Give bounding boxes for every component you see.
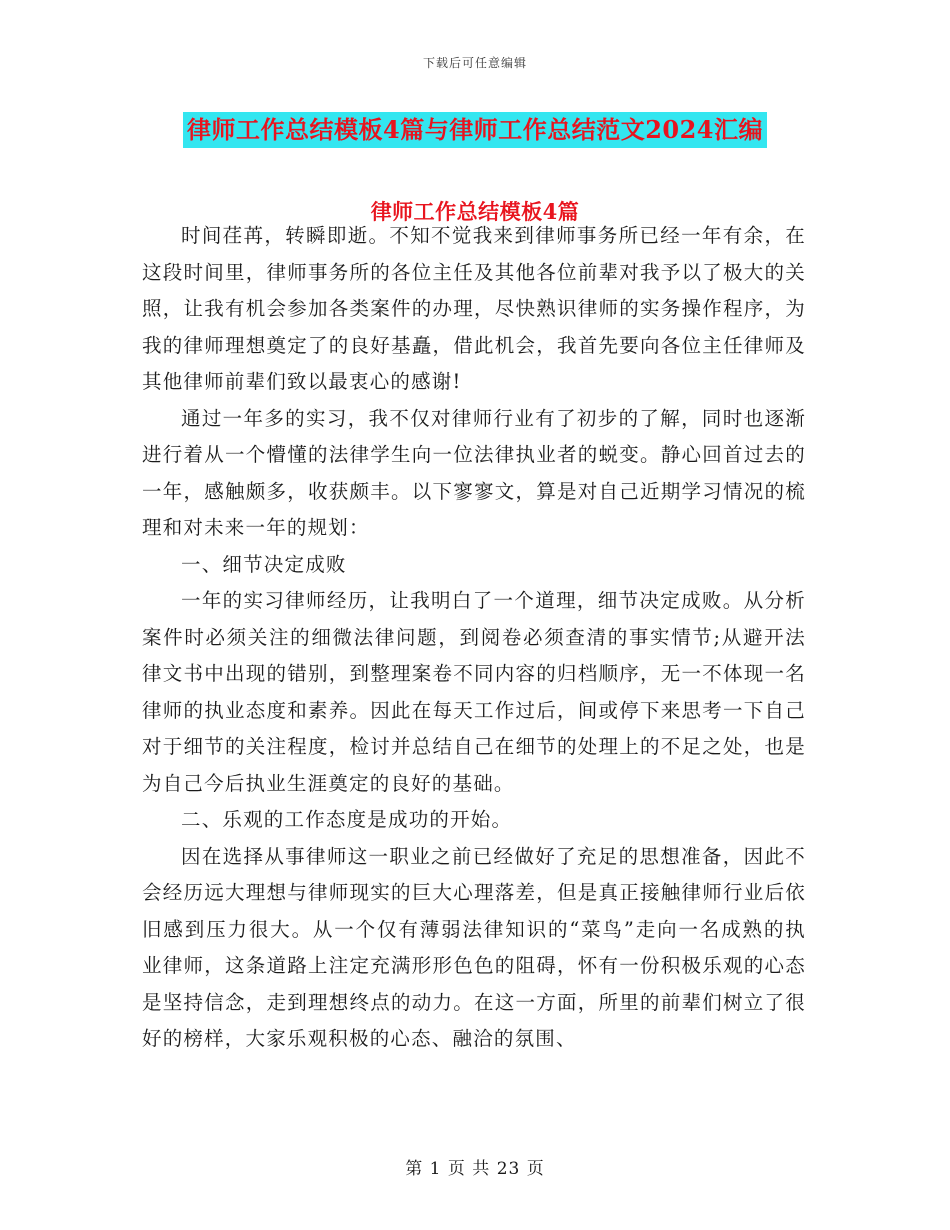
subheading: 二、乐观的工作态度是成功的开始。	[181, 808, 513, 831]
main-title: 律师工作总结模板4篇与律师工作总结范文2024汇编	[183, 112, 767, 148]
header-note: 下载后可任意编辑	[422, 56, 527, 70]
main-title-container	[0, 112, 950, 148]
subheading: 一、细节决定成败	[181, 552, 347, 576]
paragraph: 通过一年多的实习，我不仅对律师行业有了初步的了解，同时也逐渐进行着从一个懵懂的法律学生向一位法律执业者的蜕变。静心回首过去的一年，感触颇多，收获颇丰。以下寥寥文，算是对自己近期学习情况的梳理和对未来一年的规划：	[142, 406, 806, 539]
document-body	[142, 218, 806, 1058]
section-title: 律师工作总结模板4篇	[370, 199, 580, 224]
paragraph: 时间荏苒，转瞬即逝。不知不觉我来到律师事务所已经一年有余，在这段时间里，律师事务所的各位主任及其他各位前辈对我予以了极大的关照，让我有机会参加各类案件的办理，尽快熟识律师的实务操作程序，为我的律师理想奠定了的良好基矗，借此机会，我首先要向各位主任律师及其他律师前辈们致以最衷心的感谢!	[142, 224, 806, 393]
paragraph: 一年的实习律师经历，让我明白了一个道理，细节决定成败。从分析案件时必须关注的细微法律问题，到阅卷必须查清的事实情节;从避开法律文书中出现的错别，到整理案卷不同内容的归档顺序，无一不体现一名律师的执业态度和素养。因此在每天工作过后，间或停下来思考一下自己对于细节的关注程度，检讨并总结自己在细节的处理上的不足之处，也是为自己今后执业生涯奠定的良好的基础。	[142, 589, 806, 795]
paragraph: 因在选择从事律师这一职业之前已经做好了充足的思想准备，因此不会经历远大理想与律师现实的巨大心理落差，但是真正接触律师行业后依旧感到压力很大。从一个仅有薄弱法律知识的“菜鸟”走向一名成熟的执业律师，这条道路上注定充满形形色色的阻碍，怀有一份积极乐观的心态是坚持信念，走到理想终点的动力。在这一方面，所里的前辈们树立了很好的榜样，大家乐观积极的心态、融洽的氛围、	[142, 844, 806, 1050]
page-footer: 第 1 页 共 23 页	[405, 1159, 545, 1179]
